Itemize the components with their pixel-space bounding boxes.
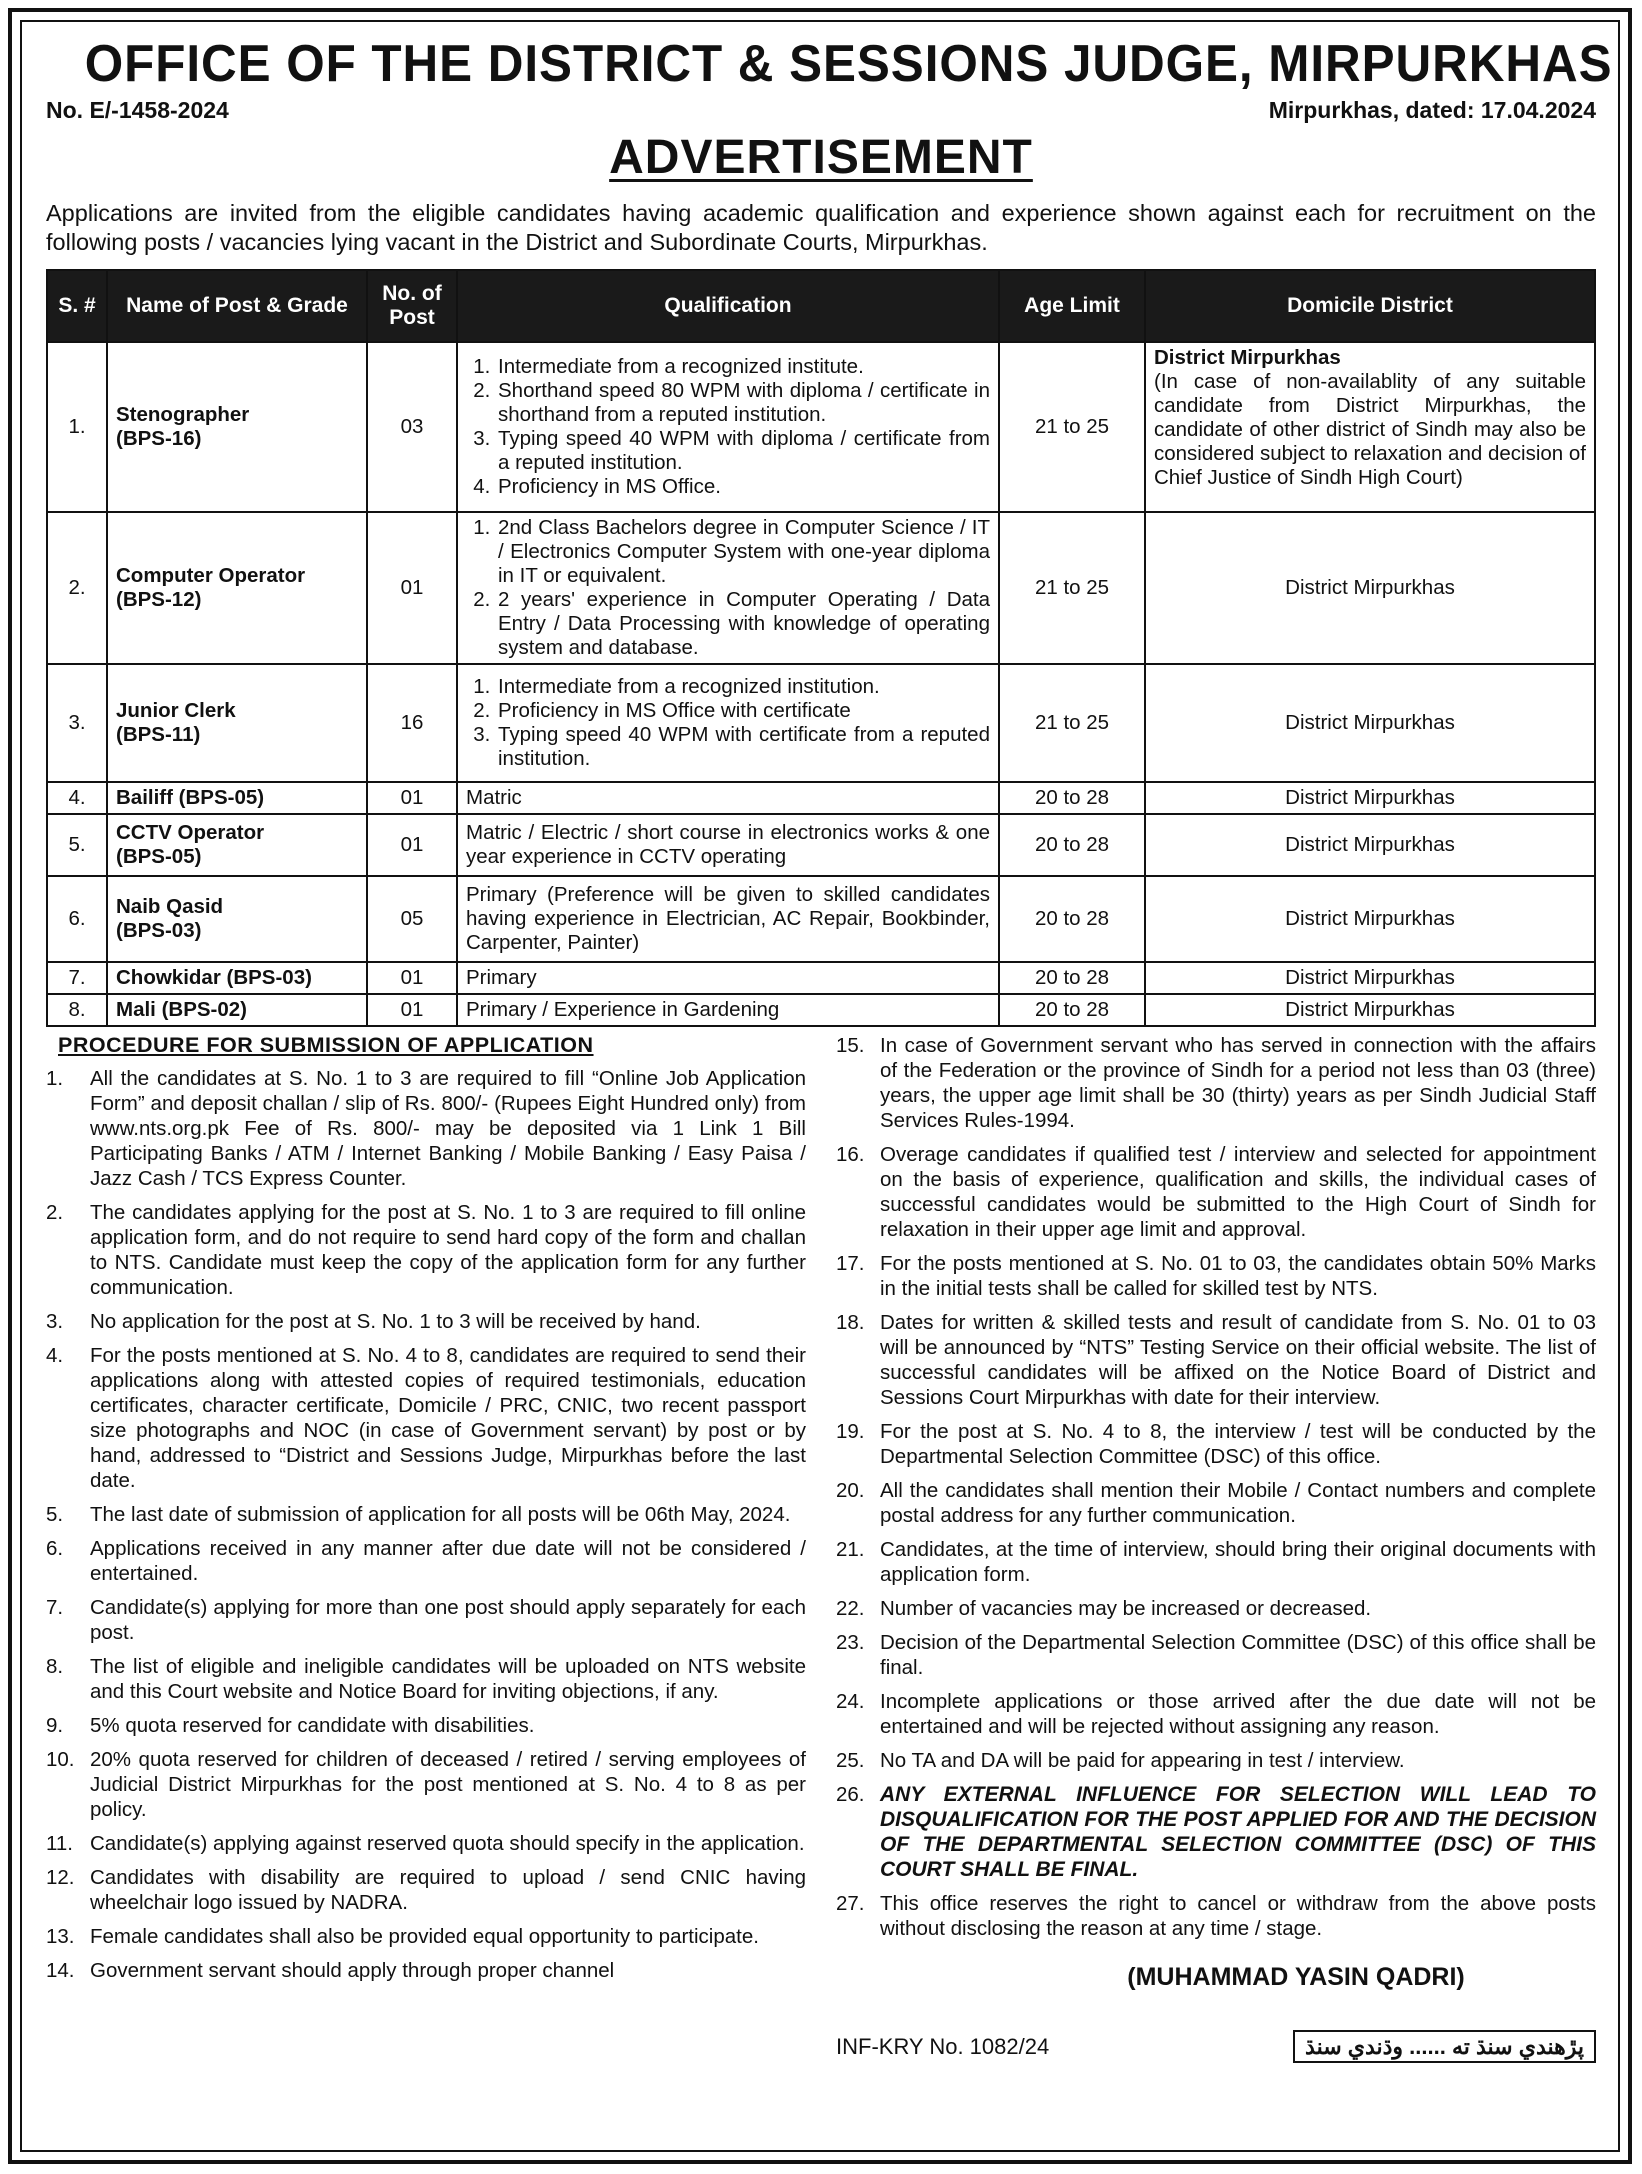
procedure-item-number: 18. xyxy=(836,1311,865,1334)
post-name: CCTV Operator xyxy=(116,821,265,844)
procedure-item xyxy=(46,1536,806,1586)
procedure-item-number: 27. xyxy=(836,1892,865,1915)
advertisement-heading xyxy=(46,130,1596,185)
cell-qualification xyxy=(457,664,999,782)
procedure-right-column xyxy=(836,1033,1596,2063)
procedure-item xyxy=(836,1689,1596,1739)
cell-post xyxy=(107,512,367,664)
cell-post: Mali (BPS-02) xyxy=(107,994,367,1026)
cell-age: 21 to 25 xyxy=(999,342,1145,512)
procedure-item-text: Incomplete applications or those arrived after the due date will not be entertained and will be rejected without assigning any reason. xyxy=(880,1690,1596,1738)
cell-num: 05 xyxy=(367,876,457,962)
procedure-item-number: 16. xyxy=(836,1143,865,1166)
cell-age: 20 to 28 xyxy=(999,782,1145,814)
cell-domicile xyxy=(1145,342,1595,512)
procedure-item xyxy=(46,1924,806,1949)
cell-sno: 4. xyxy=(47,782,107,814)
domicile-title: District Mirpurkhas xyxy=(1154,346,1341,369)
procedure-item xyxy=(836,1630,1596,1680)
procedure-item-number: 21. xyxy=(836,1538,865,1561)
procedure-item-number: 12. xyxy=(46,1866,75,1889)
post-name: Stenographer xyxy=(116,403,250,426)
qualification-item: 2. Shorthand speed 80 WPM with diploma / certificate in shorthand from a reputed institution. xyxy=(496,379,990,427)
cell-qualification: Primary / Experience in Gardening xyxy=(457,994,999,1026)
table-row xyxy=(47,962,1595,994)
cell-sno: 5. xyxy=(47,814,107,876)
procedure-item-text: All the candidates at S. No. 1 to 3 are required to fill “Online Job Application Form” and deposit challan / slip of Rs. 800/- (Rupees Eight Hundred only) from www.nts.org.pk Fee of Rs. 800/- may be deposited via 1 Link 1 Bill Participating Banks / ATM / Internet Banking / Mobile Banking / Easy Paisa / Jazz Cash / TCS Express Counter. xyxy=(90,1067,806,1190)
domicile-note: (In case of non-availablity of any suitable candidate from District Mirpurkhas, the candidate of other district of Sindh may also be considered subject to relaxation and decision of Chief Justice of Sindh High Court) xyxy=(1154,370,1586,489)
cell-age: 20 to 28 xyxy=(999,876,1145,962)
procedure-item-number: 22. xyxy=(836,1597,865,1620)
procedure-item-text: For the post at S. No. 4 to 8, the interview / test will be conducted by the Departmental Selection Committee (DSC) of this office. xyxy=(880,1420,1596,1468)
procedure-item-text: 5% quota reserved for candidate with disabilities. xyxy=(90,1714,535,1737)
procedure-item-text: Decision of the Departmental Selection Committee (DSC) of this office shall be final. xyxy=(880,1631,1596,1679)
footer-row xyxy=(836,2030,1596,2063)
qualification-item: 2. Proficiency in MS Office with certificate xyxy=(496,699,990,723)
procedure-item-number: 17. xyxy=(836,1252,865,1275)
cell-sno: 7. xyxy=(47,962,107,994)
post-grade: (BPS-05) xyxy=(116,845,202,868)
cell-post xyxy=(107,876,367,962)
inf-kry-number: INF-KRY No. 1082/24 xyxy=(836,2034,1050,2059)
procedure-item-number: 3. xyxy=(46,1310,64,1333)
cell-num: 01 xyxy=(367,962,457,994)
qualification-item: 4. Proficiency in MS Office. xyxy=(496,475,990,499)
post-name: Computer Operator xyxy=(116,564,306,587)
procedure-item-number: 11. xyxy=(46,1832,73,1855)
date-line: Mirpurkhas, dated: 17.04.2024 xyxy=(1268,97,1596,123)
cell-domicile: District Mirpurkhas xyxy=(1145,782,1595,814)
reference-number: No. E/-1458-2024 xyxy=(46,97,229,123)
procedure-item-text: This office reserves the right to cancel or withdraw from the above posts without disclosing the reason at any time / stage. xyxy=(880,1892,1596,1940)
procedure-item-number: 8. xyxy=(46,1655,64,1678)
qualification-list xyxy=(466,355,990,499)
procedure-item xyxy=(836,1142,1596,1242)
procedure-item-text: Dates for written & skilled tests and result of candidate from S. No. 01 to 03 will be announced by “NTS” Testing Service on their official website. The list of successful candidates will be affixed on the Notice Board of District and Sessions Court Mirpurkhas with date for their interview. xyxy=(880,1311,1596,1409)
cell-sno: 8. xyxy=(47,994,107,1026)
cell-num: 03 xyxy=(367,342,457,512)
reference-row xyxy=(46,96,1596,124)
procedure-item xyxy=(836,1478,1596,1528)
procedure-item-number: 15. xyxy=(836,1034,865,1057)
cell-num: 01 xyxy=(367,814,457,876)
cell-age: 20 to 28 xyxy=(999,962,1145,994)
procedure-item-number: 14. xyxy=(46,1959,75,1982)
signatory: (MUHAMMAD YASIN QADRI) xyxy=(1127,1963,1465,1991)
cell-post: Chowkidar (BPS-03) xyxy=(107,962,367,994)
procedure-item-text: Government servant should apply through proper channel xyxy=(90,1959,615,1982)
procedure-item-text: Candidates, at the time of interview, should bring their original documents with application form. xyxy=(880,1538,1596,1586)
cell-domicile: District Mirpurkhas xyxy=(1145,962,1595,994)
qualification-item: 3. Typing speed 40 WPM with certificate from a reputed institution. xyxy=(496,723,990,771)
post-name: Naib Qasid xyxy=(116,895,224,918)
procedure-item xyxy=(836,1782,1596,1882)
procedure-item xyxy=(46,1831,806,1856)
procedure-item-text: Applications received in any manner after due date will not be considered / entertained. xyxy=(90,1537,806,1585)
procedure-item xyxy=(836,1537,1596,1587)
procedure-item-text: Candidates with disability are required to upload / send CNIC having wheelchair logo issued by NADRA. xyxy=(90,1866,806,1914)
cell-sno: 1. xyxy=(47,342,107,512)
procedure-item-text: All the candidates shall mention their Mobile / Contact numbers and complete postal address for any further communication. xyxy=(880,1479,1596,1527)
procedure-item-text: The list of eligible and ineligible candidates will be uploaded on NTS website and this Court website and Notice Board for inviting objections, if any. xyxy=(90,1655,806,1703)
procedure-item-number: 20. xyxy=(836,1479,865,1502)
cell-sno: 2. xyxy=(47,512,107,664)
procedure-item xyxy=(46,1865,806,1915)
procedure-item xyxy=(836,1033,1596,1133)
qualification-item: 1. Intermediate from a recognized institute. xyxy=(496,355,990,379)
heading-text: ADVERTISEMENT xyxy=(609,131,1033,184)
header-domicile: Domicile District xyxy=(1145,270,1595,342)
header-qualification: Qualification xyxy=(457,270,999,342)
cell-qualification xyxy=(457,342,999,512)
advertisement-page xyxy=(46,34,1613,2063)
office-title: OFFICE OF THE DISTRICT & SESSIONS JUDGE, MIRPURKHAS xyxy=(84,35,1613,93)
header-sno: S. # xyxy=(47,270,107,342)
procedure-item-number: 1. xyxy=(46,1067,64,1090)
procedure-item-text: Candidate(s) applying against reserved quota should specify in the application. xyxy=(90,1832,805,1855)
procedure-item xyxy=(836,1419,1596,1469)
procedure-item xyxy=(46,1309,806,1334)
table-row xyxy=(47,876,1595,962)
post-grade: (BPS-03) xyxy=(116,919,202,942)
cell-domicile: District Mirpurkhas xyxy=(1145,512,1595,664)
procedure-item-number: 25. xyxy=(836,1749,865,1772)
cell-domicile: District Mirpurkhas xyxy=(1145,876,1595,962)
table-row xyxy=(47,342,1595,512)
urdu-slogan: پڙھندي سنڌ ته ...... وڌندي سنڌ xyxy=(1293,2030,1596,2063)
procedure-item xyxy=(46,1502,806,1527)
procedure-item-text: ANY EXTERNAL INFLUENCE FOR SELECTION WILL LEAD TO DISQUALIFICATION FOR THE POST APPLIED FOR AND THE DECISION OF THE DEPARTMENTAL SELECTION COMMITTEE (DSC) OF THIS COURT SHALL BE FINAL. xyxy=(880,1783,1596,1881)
procedure-item-number: 13. xyxy=(46,1925,75,1948)
cell-qualification xyxy=(457,512,999,664)
procedure-item xyxy=(836,1310,1596,1410)
cell-age: 21 to 25 xyxy=(999,664,1145,782)
procedure-item-text: The last date of submission of application for all posts will be 06th May, 2024. xyxy=(90,1503,791,1526)
cell-qualification: Matric / Electric / short course in electronics works & one year experience in CCTV operating xyxy=(457,814,999,876)
procedure-item-text: Overage candidates if qualified test / interview and selected for appointment on the basis of experience, qualification and skills, the individual cases of successful candidates would be submitted to the High Court of Sindh for relaxation in their upper age limit and approval. xyxy=(880,1143,1596,1241)
cell-age: 20 to 28 xyxy=(999,814,1145,876)
cell-post xyxy=(107,664,367,782)
table-row xyxy=(47,814,1595,876)
procedure-item-text: Female candidates shall also be provided equal opportunity to participate. xyxy=(90,1925,759,1948)
procedure-item xyxy=(46,1747,806,1822)
procedure-item-text: Candidate(s) applying for more than one post should apply separately for each post. xyxy=(90,1596,806,1644)
post-grade: (BPS-11) xyxy=(116,723,201,746)
procedure-item-text: Number of vacancies may be increased or decreased. xyxy=(880,1597,1372,1620)
procedure-item xyxy=(46,1066,806,1191)
procedure-item-number: 4. xyxy=(46,1344,64,1367)
procedure-heading: PROCEDURE FOR SUBMISSION OF APPLICATION xyxy=(58,1033,594,1057)
procedure-item-number: 9. xyxy=(46,1714,64,1737)
header-num: No. of Post xyxy=(367,270,457,342)
procedure-item xyxy=(46,1654,806,1704)
cell-num: 01 xyxy=(367,782,457,814)
procedure-item-number: 23. xyxy=(836,1631,865,1654)
cell-sno: 6. xyxy=(47,876,107,962)
procedure-item xyxy=(46,1595,806,1645)
procedure-item xyxy=(836,1891,1596,1941)
procedure-item-text: For the posts mentioned at S. No. 01 to 03, the candidates obtain 50% Marks in the initial tests shall be called for skilled test by NTS. xyxy=(880,1252,1596,1300)
cell-post xyxy=(107,814,367,876)
procedure-item-text: No TA and DA will be paid for appearing in test / interview. xyxy=(880,1749,1405,1772)
cell-num: 16 xyxy=(367,664,457,782)
procedure-item xyxy=(836,1251,1596,1301)
header-age: Age Limit xyxy=(999,270,1145,342)
procedure-item-number: 6. xyxy=(46,1537,64,1560)
header-post: Name of Post & Grade xyxy=(107,270,367,342)
procedure-item-text: The candidates applying for the post at S. No. 1 to 3 are required to fill online application form, and do not require to send hard copy of the form and challan to NTS. Candidate must keep the copy of the application form for any further communication. xyxy=(90,1201,806,1299)
intro-paragraph: Applications are invited from the eligible candidates having academic qualification and experience shown against each for recruitment on the following posts / vacancies lying vacant in the District and Subordinate Courts, Mirpurkhas. xyxy=(46,200,1596,255)
cell-domicile: District Mirpurkhas xyxy=(1145,814,1595,876)
table-header-row xyxy=(47,270,1595,342)
post-grade: (BPS-12) xyxy=(116,588,202,611)
table-row xyxy=(47,512,1595,664)
procedure-item-number: 24. xyxy=(836,1690,865,1713)
table-row xyxy=(47,994,1595,1026)
cell-qualification: Primary (Preference will be given to skilled candidates having experience in Electrician, AC Repair, Bookbinder, Carpenter, Painter) xyxy=(457,876,999,962)
qualification-item: 1. 2nd Class Bachelors degree in Computer Science / IT / Electronics Computer System with one-year diploma in IT or equivalent. xyxy=(496,516,990,588)
procedure-item-text: No application for the post at S. No. 1 to 3 will be received by hand. xyxy=(90,1310,701,1333)
cell-num: 01 xyxy=(367,994,457,1026)
procedure-item-text: In case of Government servant who has served in connection with the affairs of the Federation or the province of Sindh for a period not less than 03 (three) years, the upper age limit shall be 30 (thirty) years as per Sindh Judicial Staff Services Rules-1994. xyxy=(880,1034,1596,1132)
procedure-item-number: 7. xyxy=(46,1596,64,1619)
procedure-item-number: 2. xyxy=(46,1201,64,1224)
procedure-item-text: For the posts mentioned at S. No. 4 to 8, candidates are required to send their applications along with attested copies of required testimonials, education certificates, character certificate, Domicile / PRC, CNIC, two recent passport size photographs and NOC (in case of Government servant) by post or by hand, addressed to “District and Sessions Judge, Mirpurkhas before the last date. xyxy=(90,1344,806,1492)
cell-domicile: District Mirpurkhas xyxy=(1145,994,1595,1026)
cell-domicile: District Mirpurkhas xyxy=(1145,664,1595,782)
procedure-item xyxy=(836,1596,1596,1621)
procedure-item xyxy=(46,1200,806,1300)
procedure-section xyxy=(46,1033,1596,2063)
procedure-right-items xyxy=(836,1033,1596,1941)
procedure-item xyxy=(836,1748,1596,1773)
procedure-item-number: 10. xyxy=(46,1748,75,1771)
cell-post: Bailiff (BPS-05) xyxy=(107,782,367,814)
post-grade: (BPS-16) xyxy=(116,427,202,450)
qualification-item: 1. Intermediate from a recognized institution. xyxy=(496,675,990,699)
post-name: Junior Clerk xyxy=(116,699,236,722)
procedure-item xyxy=(46,1713,806,1738)
qualification-list xyxy=(466,516,990,660)
cell-age: 21 to 25 xyxy=(999,512,1145,664)
cell-sno: 3. xyxy=(47,664,107,782)
procedure-item-text: 20% quota reserved for children of deceased / retired / serving employees of Judicial District Mirpurkhas for the post mentioned at S. No. 4 to 8 as per policy. xyxy=(90,1748,806,1821)
qualification-item: 2. 2 years' experience in Computer Operating / Data Entry / Data Processing with knowledge of operating system and database. xyxy=(496,588,990,660)
procedure-item-number: 19. xyxy=(836,1420,865,1443)
procedure-item xyxy=(46,1958,806,1983)
procedure-item-number: 26. xyxy=(836,1783,865,1806)
procedure-item-number: 5. xyxy=(46,1503,64,1526)
cell-age: 20 to 28 xyxy=(999,994,1145,1026)
table-row xyxy=(47,664,1595,782)
qualification-list xyxy=(466,675,990,771)
cell-num: 01 xyxy=(367,512,457,664)
procedure-left-column xyxy=(46,1033,806,2063)
procedure-item xyxy=(46,1343,806,1493)
cell-qualification: Matric xyxy=(457,782,999,814)
cell-qualification: Primary xyxy=(457,962,999,994)
table-row xyxy=(47,782,1595,814)
posts-table xyxy=(46,269,1596,1027)
cell-post xyxy=(107,342,367,512)
qualification-item: 3. Typing speed 40 WPM with diploma / certificate from a reputed institution. xyxy=(496,427,990,475)
